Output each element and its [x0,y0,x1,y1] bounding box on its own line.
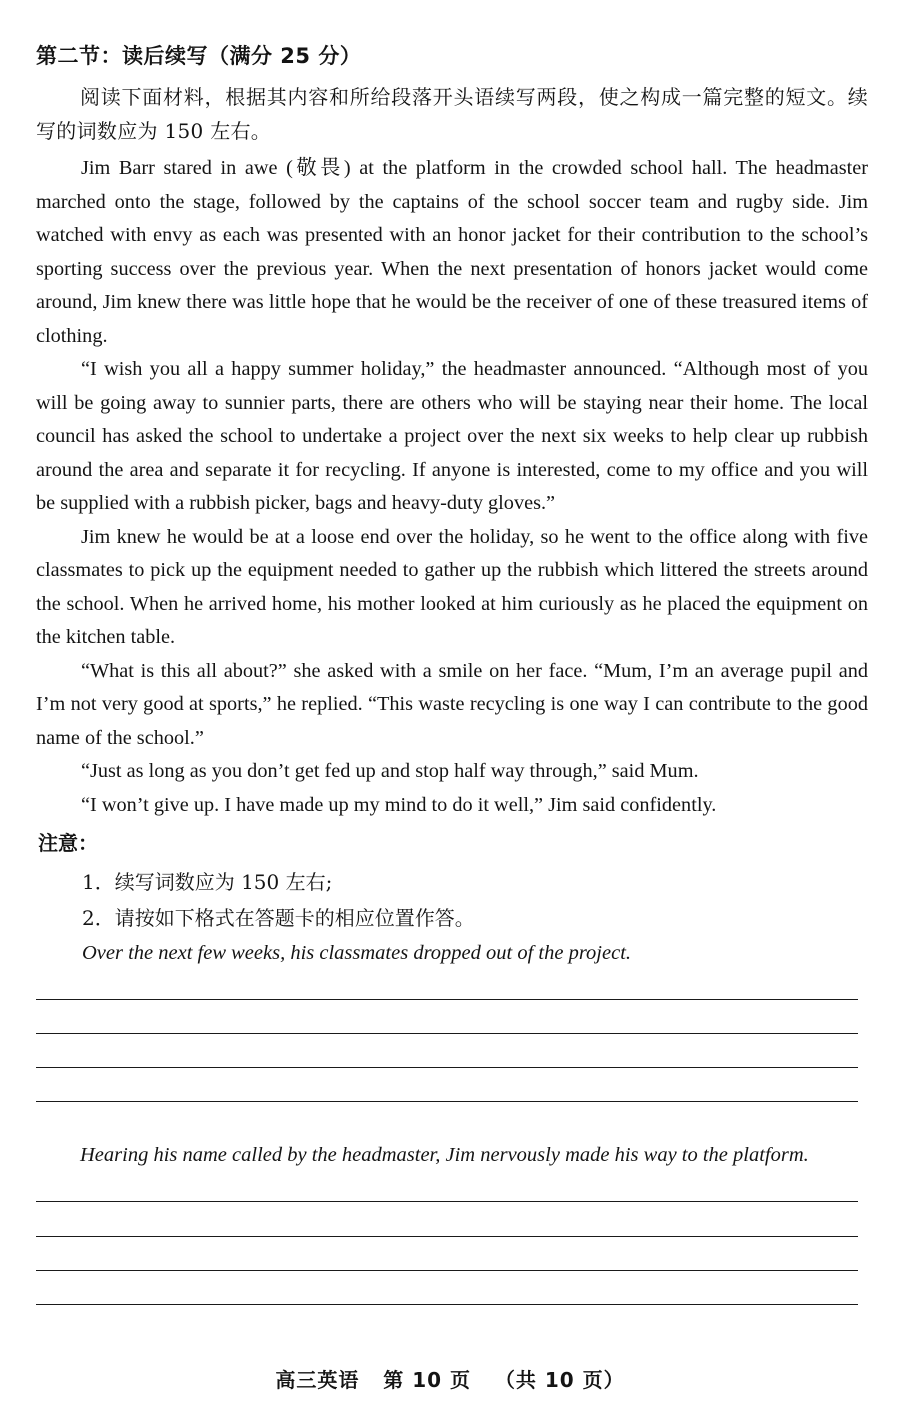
story-paragraph: Jim Barr stared in awe (敬畏) at the platform in the crowded school hall. The headmaster marched onto the stage, followed by the captains of the school soccer team and rugby side. Jim watched with envy as each was presented with an honor jacket for their contribution to the school’s sporting success over the previous year. When the next presentation of honors jacket would come around, Jim knew there was little hope that he would be the receiver of one of these treasured items of clothing. [36,157,868,347]
instruction-text: 阅读下面材料，根据其内容和所给段落开头语续写两段，使之构成一篇完整的短文。续写的词数应为 150 左右。 [36,85,868,143]
paragraph-two-opening: Hearing his name called by the headmaster, Jim nervously made his way to the platform. [80,1144,809,1166]
story-paragraph: Jim knew he would be at a loose end over the holiday, so he went to the office along with five classmates to pick up the equipment needed to gather up the rubbish which littered the streets around the school. When he arrived home, his mother looked at him curiously as he placed the equipment on the kitchen table. [36,525,868,648]
note-item-word-count: 1．续写词数应为 150 左右; [82,870,333,894]
notes-title: 注意： [38,831,98,855]
answer-line [36,1101,858,1102]
story-paragraph: “Just as long as you don’t get fed up and stop half way through,” said Mum. [81,760,699,782]
story-paragraph: “What is this all about?” she asked with a smile on her face. “Mum, I’m an average pupil and I’m not very good at sports,” he replied. “This waste recycling is one way I can contribute to the good name of the school.” [36,659,868,749]
answer-line [36,1033,858,1034]
answer-line [36,1270,858,1271]
answer-line [36,1304,858,1305]
answer-line [36,1067,858,1068]
paragraph-one-opening: Over the next few weeks, his classmates dropped out of the project. [82,942,632,964]
answer-line [36,1236,858,1237]
note-item-answer-format: 2．请按如下格式在答题卡的相应位置作答。 [82,906,475,930]
page-footer: 高三英语 第 10 页 （共 10 页） [275,1368,625,1392]
story-passage [36,152,868,822]
answer-line [36,1201,858,1202]
answer-line [36,999,858,1000]
story-paragraph: “I won’t give up. I have made up my mind to do it well,” Jim said confidently. [81,793,717,816]
section-title: 第二节：读后续写（满分 25 分） [36,44,362,68]
story-paragraph: “I wish you all a happy summer holiday,” the headmaster announced. “Although most of you will be going away to sunnier parts, there are others who will be staying near their home. The local council has asked the school to undertake a project over the next six weeks to help clear up rubbish around the area and separate it for recycling. If anyone is interested, come to my office and you will be supplied with a rubbish picker, bags and heavy-duty gloves.” [36,358,868,514]
